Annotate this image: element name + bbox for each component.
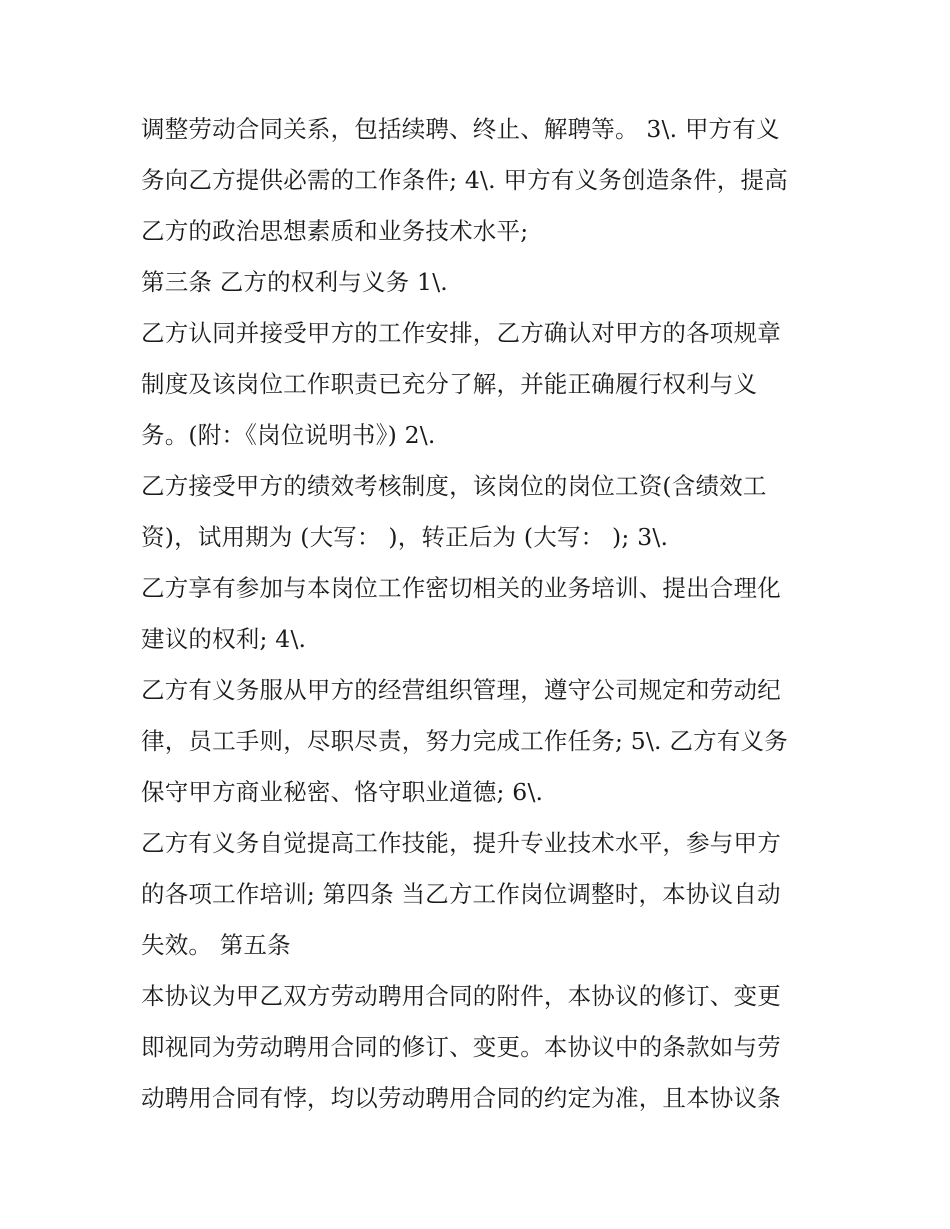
text-line: 的各项工作培训; 第四条 当乙方工作岗位调整时，本协议自动: [141, 880, 781, 908]
text-line: 乙方享有参加与本岗位工作密切相关的业务培训、提出合理化: [141, 574, 781, 602]
text-line: 律，员工手则，尽职尽责，努力完成工作任务; 5\. 乙方有义务: [141, 727, 788, 755]
article-heading-line: 第三条 乙方的权利与义务 1\.: [141, 268, 448, 296]
text-line: 制度及该岗位工作职责已充分了解，并能正确履行权利与义: [141, 370, 758, 398]
text-line: 保守甲方商业秘密、恪守职业道德; 6\.: [141, 778, 544, 806]
text-line: 即视同为劳动聘用合同的修订、变更。本协议中的条款如与劳: [141, 1033, 781, 1061]
text-line: 务。(附：《岗位说明书》) 2\.: [141, 421, 436, 449]
text-line: 失效。 第五条: [141, 931, 291, 959]
text-line: 建议的权利; 4\.: [141, 625, 307, 653]
text-line: 乙方认同并接受甲方的工作安排，乙方确认对甲方的各项规章: [141, 319, 781, 347]
text-line: 务向乙方提供必需的工作条件; 4\. 甲方有义务创造条件，提高: [141, 166, 788, 194]
text-line: 调整劳动合同关系，包括续聘、终止、解聘等。 3\. 甲方有义: [141, 115, 780, 143]
text-line: 乙方有义务服从甲方的经营组织管理，遵守公司规定和劳动纪: [141, 676, 781, 704]
document-body: [141, 104, 821, 1124]
text-line: 乙方的政治思想素质和业务技术水平;: [141, 217, 529, 245]
text-line: 乙方接受甲方的绩效考核制度，该岗位的岗位工资(含绩效工: [141, 472, 767, 500]
text-line: 本协议为甲乙双方劳动聘用合同的附件，本协议的修订、变更: [141, 982, 781, 1010]
text-line: 乙方有义务自觉提高工作技能，提升专业技术水平，参与甲方: [141, 829, 781, 857]
text-line: 资)，试用期为 (大写： )，转正后为 (大写： ); 3\.: [141, 523, 669, 551]
text-line: 动聘用合同有悖，均以劳动聘用合同的约定为准，且本协议条: [141, 1084, 781, 1112]
